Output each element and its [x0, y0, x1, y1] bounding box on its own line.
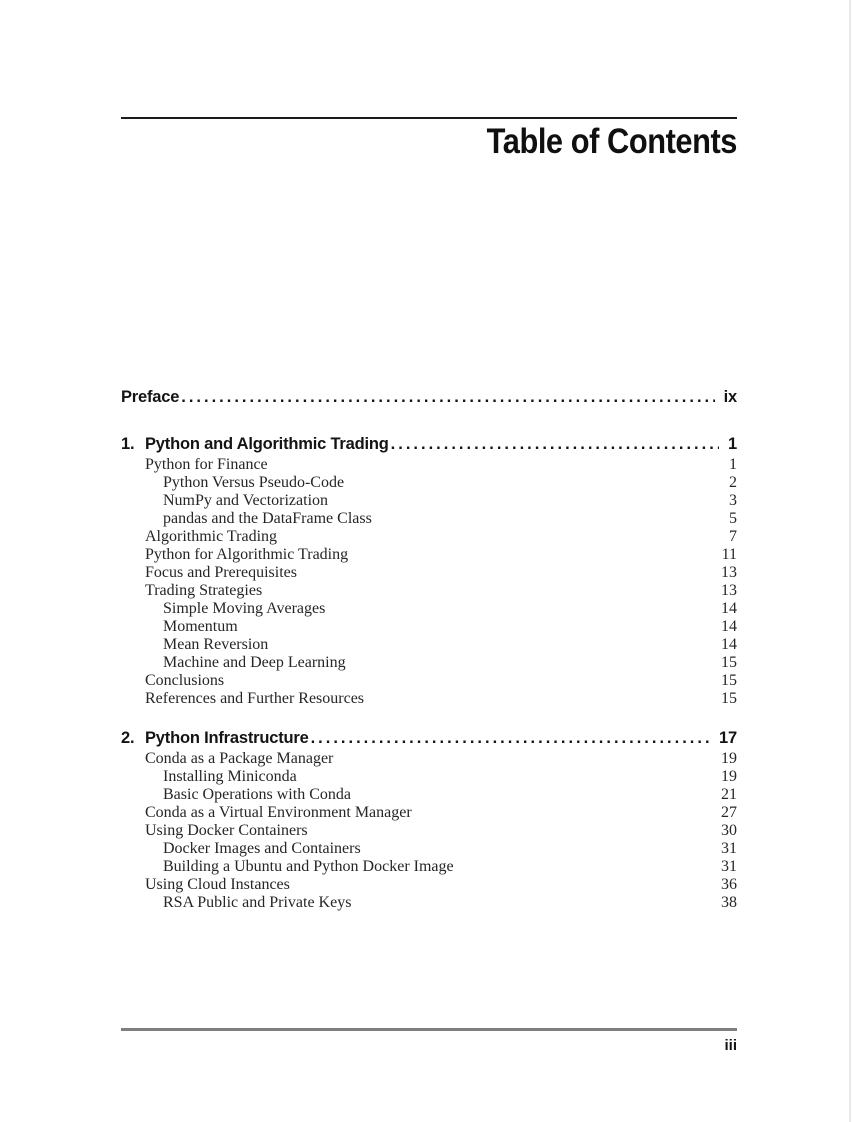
toc-entry[interactable] [121, 750, 737, 768]
toc-entry[interactable] [121, 768, 737, 786]
toc-entry-label: References and Further Resources [145, 690, 365, 707]
toc-entry[interactable] [121, 894, 737, 912]
toc-list [121, 386, 737, 912]
toc-entry-label: RSA Public and Private Keys [163, 894, 352, 911]
toc-entry[interactable] [121, 510, 737, 528]
dot-leader [391, 432, 719, 456]
toc-chapter-heading[interactable] [121, 726, 737, 750]
toc-chapter-group [121, 726, 737, 912]
toc-entry[interactable] [121, 600, 737, 618]
page-number: ix [723, 388, 737, 406]
toc-entry-label: Simple Moving Averages [163, 600, 326, 617]
toc-entry-label: Python and Algorithmic Trading [145, 435, 389, 453]
toc-entry-label: NumPy and Vectorization [163, 492, 329, 509]
toc-entry-label: Using Docker Containers [145, 822, 308, 839]
toc-entry-preface[interactable] [121, 386, 737, 408]
page-edge-line [849, 0, 851, 1122]
toc-entry-label: Basic Operations with Conda [163, 786, 351, 803]
page-number: 14 [721, 600, 737, 617]
page-number: 17 [719, 729, 737, 747]
header-rule [121, 117, 737, 119]
page-number: 19 [721, 768, 737, 785]
toc-entry[interactable] [121, 804, 737, 822]
toc-entry-label: Python Infrastructure [145, 729, 309, 747]
toc-chapter-heading[interactable] [121, 432, 737, 456]
page-number: 36 [721, 876, 737, 893]
toc-entry[interactable] [121, 618, 737, 636]
toc-entry-label: Mean Reversion [163, 636, 269, 653]
page-number: 15 [721, 690, 737, 707]
chapter-number: 1. [121, 435, 135, 453]
page-number: 19 [721, 750, 737, 767]
page-number: 11 [721, 546, 737, 563]
toc-entry[interactable] [121, 528, 737, 546]
toc-entry[interactable] [121, 822, 737, 840]
page-number: 38 [721, 894, 737, 911]
toc-entry-label: Python Versus Pseudo-Code [163, 474, 345, 491]
toc-entry-label: Python for Algorithmic Trading [145, 546, 349, 563]
toc-entry-label: Machine and Deep Learning [163, 654, 346, 671]
dot-leader [311, 726, 710, 750]
page-number: 13 [721, 582, 737, 599]
page-number: 1 [729, 456, 737, 473]
footer-rule [121, 1028, 737, 1031]
toc-entry[interactable] [121, 474, 737, 492]
page-number: 30 [721, 822, 737, 839]
toc-entry-label: Conda as a Package Manager [145, 750, 334, 767]
toc-entry[interactable] [121, 858, 737, 876]
page-number: 1 [728, 435, 737, 453]
toc-entry-label: Python for Finance [145, 456, 268, 473]
toc-entry[interactable] [121, 786, 737, 804]
toc-entry-label: Conclusions [145, 672, 225, 689]
page-number: 3 [729, 492, 737, 509]
page-number: 14 [721, 618, 737, 635]
page-number: 31 [721, 858, 737, 875]
toc-entry[interactable] [121, 840, 737, 858]
toc-entry-label: Trading Strategies [145, 582, 263, 599]
page-number: 14 [721, 636, 737, 653]
page-number: 2 [729, 474, 737, 491]
folio-page-number: iii [724, 1037, 737, 1054]
toc-entry-label: Algorithmic Trading [145, 528, 278, 545]
toc-entry[interactable] [121, 636, 737, 654]
dot-leader [181, 386, 714, 408]
toc-entry[interactable] [121, 546, 737, 564]
page-number: 15 [721, 654, 737, 671]
toc-entry-label: Building a Ubuntu and Python Docker Image [163, 858, 454, 875]
toc-entry[interactable] [121, 690, 737, 708]
page-number: 21 [721, 786, 737, 803]
chapter-number: 2. [121, 729, 135, 747]
page-number: 27 [721, 804, 737, 821]
toc-entry[interactable] [121, 492, 737, 510]
toc-entry-label: Conda as a Virtual Environment Manager [145, 804, 412, 821]
toc-entry[interactable] [121, 582, 737, 600]
toc-entry-label: Focus and Prerequisites [145, 564, 297, 581]
page-number: 7 [729, 528, 737, 545]
toc-entry-label: Momentum [163, 618, 238, 635]
toc-entry-label: Docker Images and Containers [163, 840, 361, 857]
page-title: Table of Contents [486, 122, 737, 161]
toc-entry-label: Using Cloud Instances [145, 876, 290, 893]
page-number: 15 [721, 672, 737, 689]
toc-entry-label: pandas and the DataFrame Class [163, 510, 372, 527]
toc-entry-label: Installing Miniconda [163, 768, 297, 785]
page-number: 5 [729, 510, 737, 527]
page-number: 13 [721, 564, 737, 581]
toc-entry[interactable] [121, 564, 737, 582]
toc-entry[interactable] [121, 672, 737, 690]
toc-entry[interactable] [121, 654, 737, 672]
toc-chapter-group [121, 432, 737, 708]
page-number: 31 [721, 840, 737, 857]
toc-entry[interactable] [121, 876, 737, 894]
toc-entry-label: Preface [121, 388, 180, 406]
toc-entry[interactable] [121, 456, 737, 474]
